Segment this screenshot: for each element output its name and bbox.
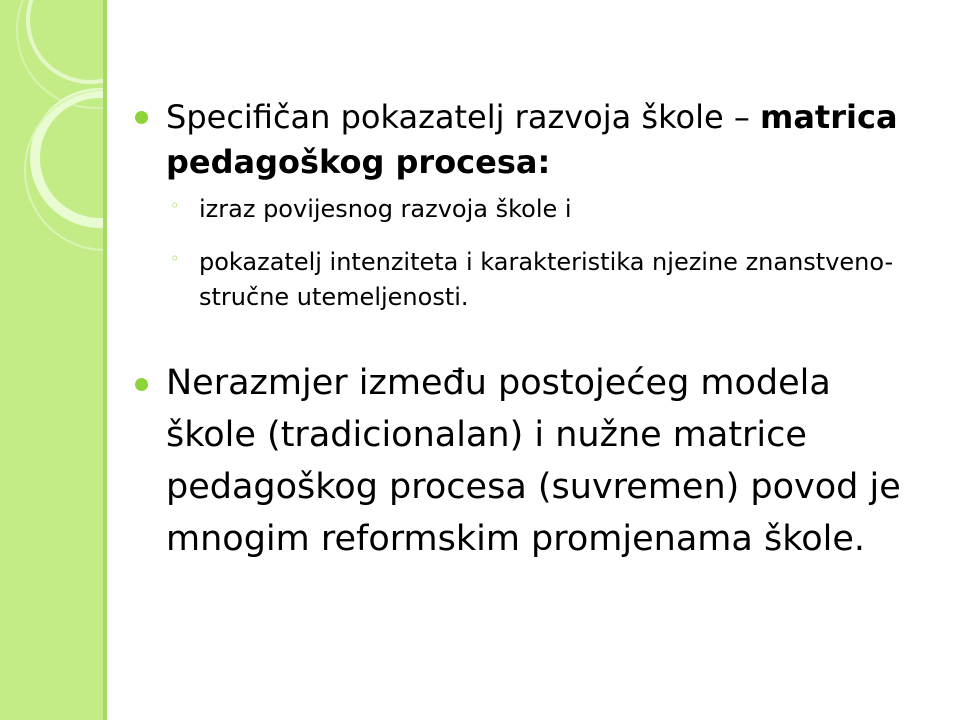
bullet-dot-icon	[135, 111, 148, 124]
hollow-circle-bullet-icon: ◦	[170, 196, 180, 215]
sub-bullet-text: izraz povijesnog razvoja škole i	[199, 195, 572, 223]
bullet-nerazmjer	[135, 357, 925, 565]
sub-bullet-text: pokazatelj intenziteta i karakteristika njezine znanstveno-stručne utemeljenosti.	[199, 248, 894, 311]
decorative-circles	[0, 0, 107, 720]
bullet-matrica	[135, 95, 925, 185]
bullet-text: Nerazmjer između postojećeg modela škole (tradicionalan) i nužne matrice pedagoškog procesa (suvremen) povod je mnogim reformskim promjenama škole.	[166, 363, 901, 559]
sub-bullet-list	[135, 192, 925, 315]
bullet-dot-icon	[135, 378, 148, 391]
sub-bullet-item	[135, 192, 925, 227]
decorative-side-band	[0, 0, 107, 720]
slide-content	[135, 95, 925, 565]
bullet-text-regular: Specifičan pokazatelj razvoja škole –	[166, 98, 760, 136]
hollow-circle-bullet-icon: ◦	[170, 249, 180, 268]
bullet-text-bold: matrica pedagoškog procesa:	[166, 98, 898, 181]
sub-bullet-item	[135, 245, 925, 315]
bullet-text	[166, 95, 925, 185]
